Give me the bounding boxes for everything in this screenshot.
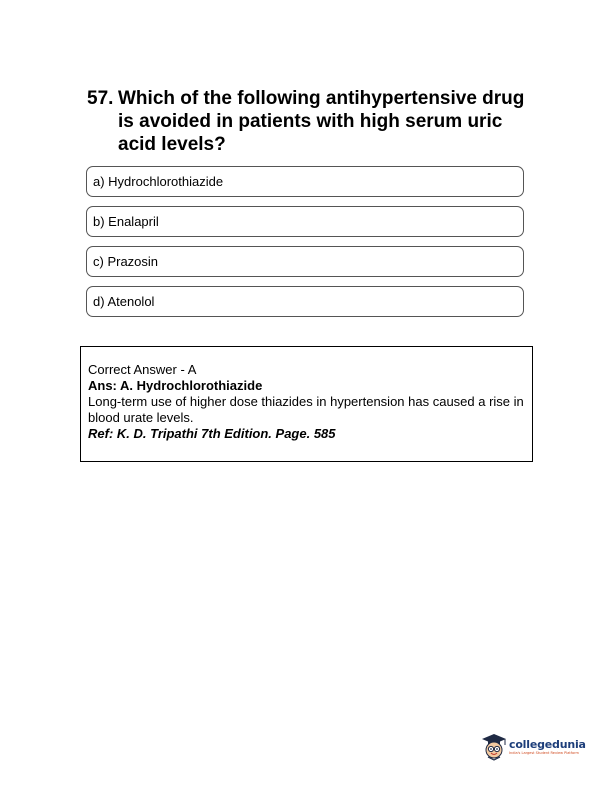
answer-reference: Ref: K. D. Tripathi 7th Edition. Page. 585	[88, 426, 336, 441]
option-b[interactable]: b) Enalapril	[86, 206, 524, 237]
question	[87, 87, 527, 156]
question-text: Which of the following antihypertensive drug is avoided in patients with high serum uric acid levels?	[118, 88, 525, 155]
collegedunia-logo	[481, 730, 585, 764]
answer-title: Ans: A. Hydrochlorothiazide	[88, 378, 263, 393]
question-number: 57.	[87, 88, 114, 109]
correct-answer-line: Correct Answer - A	[88, 362, 197, 377]
option-d[interactable]: d) Atenolol	[86, 286, 524, 317]
logo-tagline: India's Largest Student Review Platform	[509, 750, 579, 755]
answer-box	[80, 346, 533, 462]
answer-explanation: Long-term use of higher dose thiazides in hypertension has caused a rise in blood urate levels.	[88, 394, 524, 425]
option-a[interactable]: a) Hydrochlorothiazide	[86, 166, 524, 197]
mascot-icon	[481, 733, 507, 761]
logo-name: collegedunia	[509, 737, 586, 751]
option-c[interactable]: c) Prazosin	[86, 246, 524, 277]
